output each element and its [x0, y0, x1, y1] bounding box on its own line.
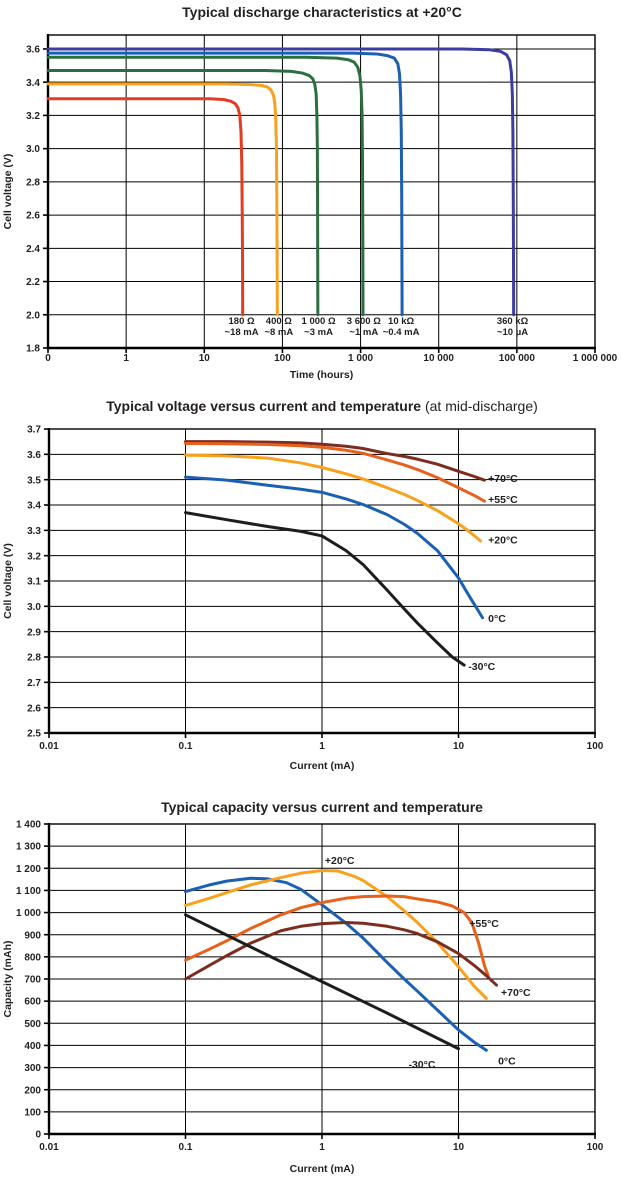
load-annotation-line2: ~0.4 mA	[382, 327, 420, 338]
load-annotation-line1: 1 000 Ω	[301, 316, 336, 327]
x-tick-label: 0	[45, 353, 51, 364]
y-tick-label: 2.4	[26, 243, 40, 255]
load-annotation-line1: 400 Ω	[265, 316, 292, 327]
series-label: +55°C	[488, 494, 518, 507]
y-tick-label: 3.2	[27, 551, 41, 563]
series-label: +70°C	[501, 986, 531, 999]
y-tick-label: 2.9	[27, 627, 41, 639]
x-tick-label: 1	[319, 741, 325, 752]
y-tick-label: 3.0	[27, 601, 41, 613]
discharge-characteristics-chart	[0, 0, 621, 390]
x-tick-label: 10 000	[423, 353, 455, 364]
y-tick-label: 2.8	[26, 177, 40, 189]
y-tick-label: 3.4	[27, 500, 41, 512]
x-tick-label: 10	[452, 1142, 465, 1153]
y-tick-label: 500	[24, 1018, 41, 1030]
load-annotation-line2: ~18 mA	[224, 327, 259, 338]
y-tick-label: 2.6	[27, 703, 41, 715]
y-tick-label: 400	[24, 1041, 41, 1053]
y-tick-label: 700	[24, 974, 41, 986]
y-tick-label: 100	[24, 1107, 41, 1119]
x-tick-label: 100	[274, 353, 291, 364]
load-annotation-line1: 360 kΩ	[496, 316, 529, 327]
y-tick-label: 2.7	[27, 677, 41, 689]
series-label: +20°C	[324, 855, 355, 868]
voltage-chart-title-main: Typical voltage versus current and temperature	[106, 398, 422, 414]
y-tick-label: 2.5	[27, 728, 41, 740]
load-annotation-line1: 3 600 Ω	[346, 316, 381, 327]
y-tick-label: 1.8	[26, 343, 40, 355]
series-label: 0°C	[498, 1055, 516, 1068]
curve-minus-30C	[186, 513, 465, 666]
y-axis-title: Cell voltage (V)	[2, 543, 14, 619]
load-annotation-line1: 10 kΩ	[388, 316, 415, 327]
y-tick-label: 600	[24, 996, 41, 1008]
x-axis-title: Current (mA)	[289, 760, 355, 772]
y-axis-title: Cell voltage (V)	[2, 153, 14, 230]
voltage-chart-title-suffix: (at mid-discharge)	[421, 398, 538, 414]
capacity-chart-title-text: Typical capacity versus current and temperature	[161, 799, 483, 815]
y-tick-label: 1 400	[15, 819, 41, 831]
y-tick-label: 900	[24, 930, 41, 942]
curve-0C	[186, 477, 483, 618]
voltage-vs-current-chart	[0, 390, 621, 790]
x-tick-label: 1 000 000	[572, 353, 618, 364]
y-tick-label: 1 200	[15, 863, 41, 875]
y-tick-label: 3.0	[26, 144, 40, 156]
y-tick-label: 2.6	[26, 210, 40, 222]
load-annotation-line2: ~3 mA	[304, 327, 333, 338]
x-tick-label: 100	[586, 741, 604, 752]
x-tick-label: 100	[586, 1142, 604, 1153]
y-tick-label: 1 100	[15, 886, 41, 898]
x-tick-label: 1	[123, 353, 129, 364]
curve-10k-ohm-load	[48, 53, 402, 315]
capacity-vs-current-chart	[0, 790, 621, 1182]
y-tick-label: 3.5	[27, 475, 41, 487]
x-tick-label: 0.01	[39, 1142, 59, 1153]
y-tick-label: 3.2	[26, 111, 40, 123]
y-tick-label: 3.6	[26, 44, 40, 56]
y-tick-label: 1 000	[15, 908, 41, 920]
y-tick-label: 0	[35, 1129, 41, 1141]
y-tick-label: 200	[24, 1085, 41, 1097]
series-label: +70°C	[488, 473, 518, 485]
series-label: +20°C	[488, 534, 518, 547]
x-tick-label: 0.1	[178, 741, 193, 752]
x-tick-label: 0.1	[178, 1142, 193, 1153]
series-label: +55°C	[469, 918, 499, 931]
series-label: -30°C	[408, 1058, 436, 1071]
curve-plus-70C	[186, 923, 497, 986]
y-tick-label: 800	[24, 952, 41, 964]
x-axis-title: Current (mA)	[289, 1163, 355, 1175]
load-annotation-line2: ~8 mA	[264, 327, 294, 338]
y-tick-label: 2.8	[27, 652, 41, 664]
y-tick-label: 3.7	[27, 424, 41, 436]
x-tick-label: 1	[319, 1142, 325, 1153]
series-label: 0°C	[488, 613, 506, 626]
y-axis-title: Capacity (mAh)	[2, 940, 14, 1018]
y-tick-label: 3.3	[27, 525, 41, 537]
y-tick-label: 3.6	[27, 449, 41, 461]
x-tick-label: 1 000	[348, 353, 374, 364]
y-tick-label: 300	[24, 1063, 41, 1075]
y-tick-label: 2.2	[26, 277, 40, 289]
x-tick-label: 10	[198, 353, 210, 364]
x-tick-label: 10	[452, 741, 465, 752]
load-annotation-line2: ~10 µA	[496, 327, 529, 338]
y-tick-label: 1 300	[15, 841, 41, 853]
x-tick-label: 100 000	[498, 353, 535, 364]
load-annotation-line2: ~1 mA	[349, 327, 379, 338]
y-tick-label: 3.4	[26, 77, 40, 89]
curve-plus-20C	[186, 455, 481, 541]
curve-180-ohm-load	[48, 99, 243, 315]
x-tick-label: 0.01	[39, 741, 59, 752]
series-label: -30°C	[468, 661, 496, 674]
load-annotation-line1: 180 Ω	[228, 316, 255, 327]
x-axis-title: Time (hours)	[289, 369, 354, 381]
y-tick-label: 3.1	[27, 576, 41, 588]
y-tick-label: 2.0	[26, 310, 40, 322]
discharge-chart-title-text: Typical discharge characteristics at +20°C	[182, 4, 462, 20]
